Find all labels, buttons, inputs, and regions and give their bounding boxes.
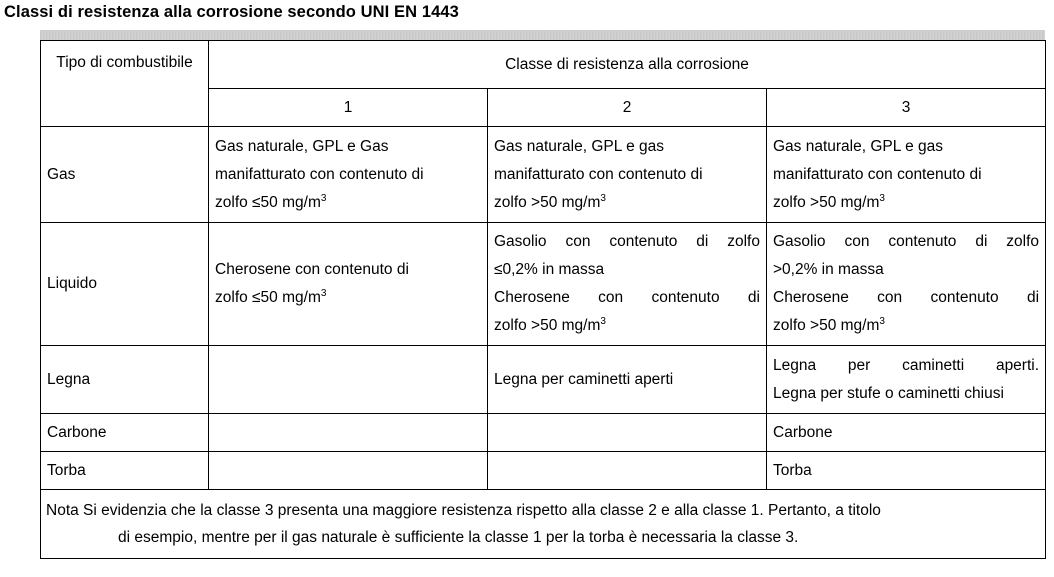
table-row-carbone bbox=[41, 414, 1046, 452]
cell-text: zolfo >50 mg/m bbox=[773, 193, 880, 211]
cell-text: zolfo >50 mg/m bbox=[773, 317, 880, 334]
cell-legna-class-2: Legna per caminetti aperti bbox=[488, 346, 767, 414]
cell-liquido-class-2 bbox=[488, 223, 767, 346]
cell-gas-class-2 bbox=[488, 127, 767, 223]
cell-text: Gasolio con contenuto di zolfo bbox=[773, 233, 1040, 250]
superscript: 3 bbox=[320, 192, 327, 204]
header-resistance-class: Classe di resistenza alla corrosione bbox=[209, 41, 1046, 89]
superscript: 3 bbox=[320, 288, 327, 299]
cell-line bbox=[494, 284, 760, 312]
table-note-row bbox=[41, 490, 1046, 559]
header-fuel-type: Tipo di combustibile bbox=[41, 41, 209, 127]
cell-liquido-class-3 bbox=[767, 223, 1046, 346]
cell-line bbox=[773, 284, 1039, 312]
cell-carbone-class-2 bbox=[488, 414, 767, 452]
superscript: 3 bbox=[879, 192, 885, 204]
table-row-gas bbox=[41, 127, 1046, 223]
superscript: 3 bbox=[879, 316, 885, 327]
cell-text: Legna per caminetti aperti. bbox=[773, 356, 1040, 374]
superscript: 3 bbox=[600, 316, 606, 327]
cell-line: manifatturato con contenuto di bbox=[773, 165, 982, 183]
cell-text: Cherosene con contenuto di bbox=[494, 289, 760, 306]
cell-text: Gasolio con contenuto di zolfo bbox=[494, 233, 760, 250]
cell-torba-class-3: Torba bbox=[767, 452, 1046, 490]
cell-legna-class-3 bbox=[767, 346, 1046, 414]
table-row-liquido bbox=[41, 223, 1046, 346]
cell-line: >0,2% in massa bbox=[773, 261, 884, 278]
header-class-2: 2 bbox=[488, 89, 767, 127]
table-row-torba bbox=[41, 452, 1046, 490]
header-class-1: 1 bbox=[209, 89, 488, 127]
cell-text: zolfo >50 mg/m bbox=[494, 193, 601, 211]
cell-carbone-class-1 bbox=[209, 414, 488, 452]
cell-text: Cherosene con contenuto di bbox=[773, 289, 1040, 306]
note-cell bbox=[41, 490, 1046, 559]
corrosion-class-table bbox=[40, 40, 1046, 559]
note-line-2: di esempio, mentre per il gas naturale è sufficiente la classe 1 per la torba è necessaria la classe 3. bbox=[118, 529, 799, 546]
cell-line bbox=[494, 189, 760, 217]
row-label-liquido: Liquido bbox=[41, 223, 209, 346]
cell-gas-class-1 bbox=[209, 127, 488, 223]
cell-line: manifatturato con contenuto di bbox=[494, 165, 703, 183]
cell-line bbox=[773, 352, 1039, 380]
cell-line: Legna per stufe o caminetti chiusi bbox=[773, 384, 1004, 402]
cell-text: zolfo >50 mg/m bbox=[494, 317, 601, 334]
cell-line bbox=[773, 228, 1039, 256]
cell-line: Gas naturale, GPL e gas bbox=[773, 137, 944, 155]
cell-line bbox=[215, 189, 481, 217]
cell-line bbox=[773, 312, 1039, 340]
cell-line: Gas naturale, GPL e gas bbox=[494, 137, 665, 155]
cell-torba-class-1 bbox=[209, 452, 488, 490]
cell-text: zolfo ≤50 mg/m bbox=[215, 193, 321, 211]
document-title: Classi di resistenza alla corrosione secondo UNI EN 1443 bbox=[4, 3, 459, 21]
row-label-legna: Legna bbox=[41, 346, 209, 414]
row-label-carbone: Carbone bbox=[41, 414, 209, 452]
cell-torba-class-2 bbox=[488, 452, 767, 490]
cell-liquido-class-1 bbox=[209, 223, 488, 346]
cell-carbone-class-3: Carbone bbox=[767, 414, 1046, 452]
cell-line bbox=[494, 228, 760, 256]
cell-line bbox=[773, 189, 1039, 217]
cell-legna-class-1 bbox=[209, 346, 488, 414]
row-label-gas: Gas bbox=[41, 127, 209, 223]
table-row-legna bbox=[41, 346, 1046, 414]
header-class-3: 3 bbox=[767, 89, 1046, 127]
row-label-torba: Torba bbox=[41, 452, 209, 490]
cell-line bbox=[215, 284, 481, 312]
note-line-1: Nota Si evidenzia che la classe 3 presenta una maggiore resistenza rispetto alla classe 2 e alla classe 1. Pertanto, a titolo bbox=[46, 502, 881, 519]
cell-line: manifatturato con contenuto di bbox=[215, 165, 424, 183]
superscript: 3 bbox=[600, 192, 606, 204]
cell-line: Gas naturale, GPL e Gas bbox=[215, 137, 389, 155]
cell-text: zolfo ≤50 mg/m bbox=[215, 289, 321, 306]
cell-line bbox=[494, 312, 760, 340]
cell-gas-class-3 bbox=[767, 127, 1046, 223]
cell-line: Cherosene con contenuto di bbox=[215, 261, 409, 278]
cell-line: ≤0,2% in massa bbox=[494, 261, 605, 278]
